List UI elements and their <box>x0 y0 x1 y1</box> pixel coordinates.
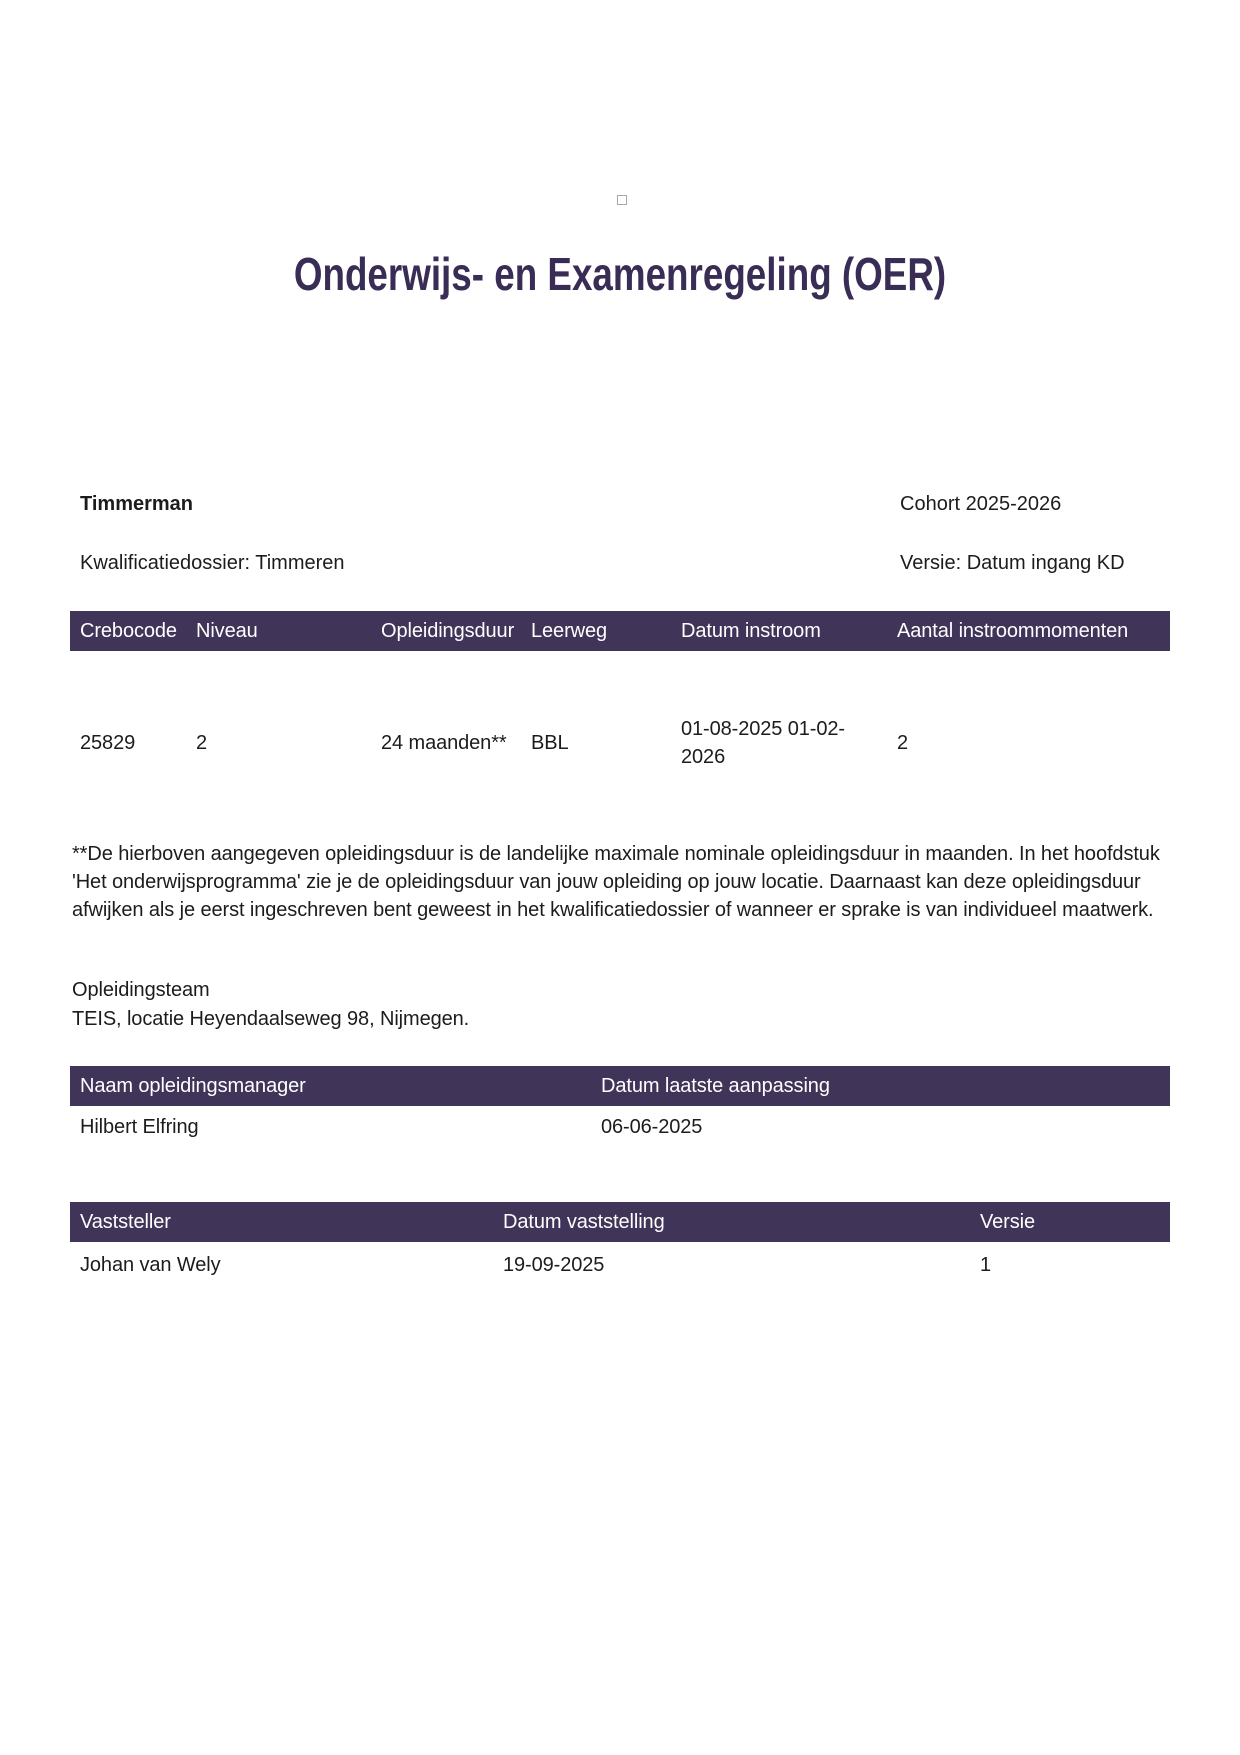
cell-manager-datum: 06-06-2025 <box>601 1116 703 1138</box>
intake-table-row <box>70 714 1170 772</box>
col-header-datum-laatste-aanpassing: Datum laatste aanpassing <box>601 1075 830 1097</box>
manager-table-row <box>70 1108 1170 1146</box>
manager-table-header <box>70 1066 1170 1106</box>
col-header-vaststeller: Vaststeller <box>80 1211 171 1233</box>
intake-table-header <box>70 611 1170 651</box>
cell-crebocode: 25829 <box>80 732 136 754</box>
cell-manager-naam: Hilbert Elfring <box>80 1116 199 1138</box>
cell-versie: 1 <box>980 1254 992 1276</box>
cell-opleidingsduur: 24 maanden** <box>381 732 507 754</box>
opleidingsteam-location: TEIS, locatie Heyendaalseweg 98, Nijmegen. <box>72 1008 470 1030</box>
cell-vaststeller: Johan van Wely <box>80 1254 221 1276</box>
col-header-versie: Versie <box>980 1211 1035 1233</box>
cell-datum-instroom: 01-08-2025 01-02-2026 <box>681 718 845 768</box>
col-header-opleidingsduur: Opleidingsduur <box>381 620 515 642</box>
cohort-label: Cohort 2025-2026 <box>900 493 1062 515</box>
vaststelling-table-row <box>70 1246 1170 1284</box>
col-header-datum-instroom: Datum instroom <box>681 620 821 642</box>
program-name: Timmerman <box>80 493 194 515</box>
qualification-dossier-label: Kwalificatiedossier: Timmeren <box>80 552 345 574</box>
cell-niveau: 2 <box>196 732 208 754</box>
col-header-naam-opleidingsmanager: Naam opleidingsmanager <box>80 1075 306 1097</box>
duration-footnote: **De hierboven aangegeven opleidingsduur is de landelijke maximale nominale opleidingsduur in maanden. In het hoofdstuk 'Het onderwijsprogramma' zie je de opleidingsduur van jouw opleiding op jouw locatie. Daarnaast kan deze opleidingsduur afwijken als je eerst ingeschreven bent geweest in het kwalificatiedossier of wanneer er sprake is van individueel maatwerk. <box>72 843 1160 921</box>
cell-leerweg: BBL <box>531 732 569 754</box>
col-header-datum-vaststelling: Datum vaststelling <box>503 1211 665 1233</box>
col-header-niveau: Niveau <box>196 620 258 642</box>
version-label: Versie: Datum ingang KD <box>900 552 1125 574</box>
page-title: Onderwijs- en Examenregeling (OER) <box>293 248 947 300</box>
col-header-leerweg: Leerweg <box>531 620 608 642</box>
vaststelling-table-header <box>70 1202 1170 1242</box>
opleidingsteam-block <box>72 976 469 1034</box>
col-header-aantal-instroommomenten: Aantal instroommomenten <box>897 620 1129 642</box>
cell-aantal-instroommomenten: 2 <box>897 732 909 754</box>
broken-image-icon <box>617 195 627 205</box>
cell-datum-vaststelling: 19-09-2025 <box>503 1254 605 1276</box>
opleidingsteam-label: Opleidingsteam <box>72 979 210 1001</box>
col-header-crebocode: Crebocode <box>80 620 177 642</box>
